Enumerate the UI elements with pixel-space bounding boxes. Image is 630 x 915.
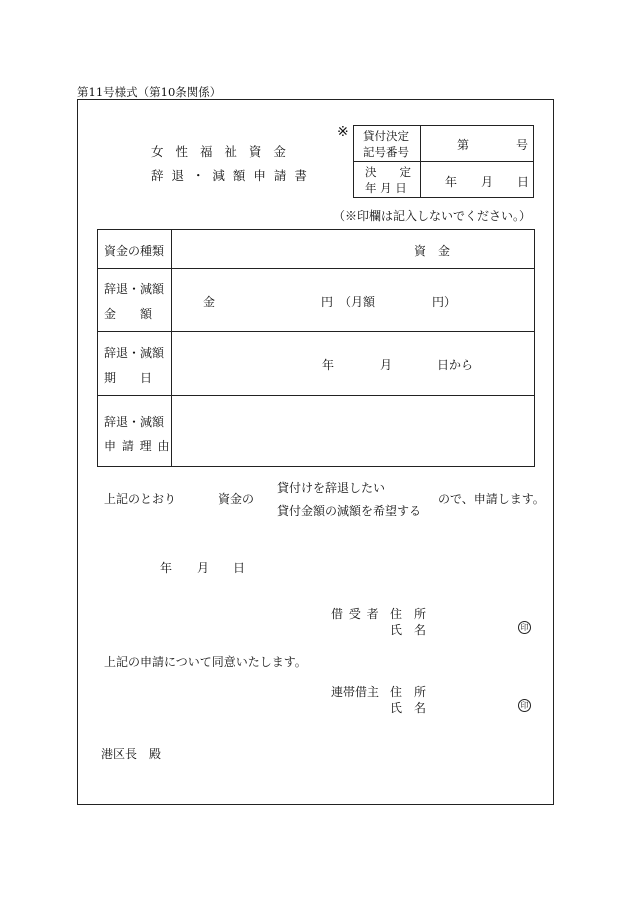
guarantor-seal-icon: 印 [518, 699, 531, 712]
table-label-divider [171, 229, 172, 467]
amount-kin: 金 [203, 295, 216, 309]
date-month: 月 [380, 358, 393, 372]
table-row-divider-2 [97, 331, 535, 332]
amount-yen-monthly: 円） [432, 295, 457, 309]
table-row-divider-3 [97, 395, 535, 396]
statement-suffix: ので、申請します。 [438, 492, 545, 506]
office-use-divider-h [353, 161, 534, 162]
fund-type-label: 資金の種類 [104, 244, 165, 258]
form-number: 第11号様式（第10条関係） [77, 85, 222, 99]
decision-month: 月 [481, 175, 494, 189]
fund-type-value[interactable]: 資 金 [414, 244, 451, 258]
reason-label-b: 申 請 理 由 [104, 439, 171, 453]
borrower-role: 借 受 者 [331, 607, 380, 621]
amount-label-a: 辞退・減額 [104, 282, 165, 296]
application-month: 月 [197, 561, 210, 575]
form-title-line1: 女 性 福 祉 資 金 [151, 144, 290, 159]
statement-option-decline[interactable]: 貸付けを辞退したい [277, 481, 386, 495]
date-label-a: 辞退・減額 [104, 346, 165, 360]
borrower-seal-icon: 印 [518, 621, 531, 634]
office-use-mark: ※ [337, 124, 349, 140]
amount-monthly: （月額 [339, 295, 376, 309]
borrower-address-label: 住 所 [390, 607, 427, 621]
date-year: 年 [322, 358, 335, 372]
borrower-name-label: 氏 名 [390, 623, 427, 637]
decision-date-label-b: 年 月 日 [365, 181, 407, 195]
loan-number-label: 貸付決定 記号番号 [363, 129, 409, 159]
table-row-divider-1 [97, 268, 535, 269]
loan-number-prefix: 第 [457, 138, 470, 152]
form-title-line2: 辞 退 ・ 減 額 申 請 書 [151, 168, 309, 183]
consent-statement: 上記の申請について同意いたします。 [104, 655, 307, 669]
guarantor-name-label: 氏 名 [390, 701, 427, 715]
amount-label-b: 金 額 [104, 307, 153, 321]
reason-input[interactable] [175, 398, 531, 464]
office-use-note: （※印欄は記入しないでください。） [333, 209, 532, 223]
date-day-from: 日から [437, 358, 474, 372]
statement-option-reduce[interactable]: 貸付金額の減額を希望する [277, 504, 422, 518]
amount-yen: 円 [321, 295, 334, 309]
decision-year: 年 [445, 175, 458, 189]
application-year: 年 [160, 561, 173, 575]
date-label-b: 期 日 [104, 371, 153, 385]
statement-fund: 資金の [218, 492, 255, 506]
loan-number-suffix: 号 [516, 138, 529, 152]
addressee: 港区長 殿 [101, 747, 162, 761]
statement-prefix: 上記のとおり [104, 492, 177, 506]
guarantor-address-label: 住 所 [390, 685, 427, 699]
guarantor-role: 連帯借主 [331, 685, 380, 699]
application-day: 日 [233, 561, 246, 575]
reason-label-a: 辞退・減額 [104, 415, 165, 429]
decision-day: 日 [517, 175, 530, 189]
decision-date-label-a: 決 定 [365, 165, 411, 179]
